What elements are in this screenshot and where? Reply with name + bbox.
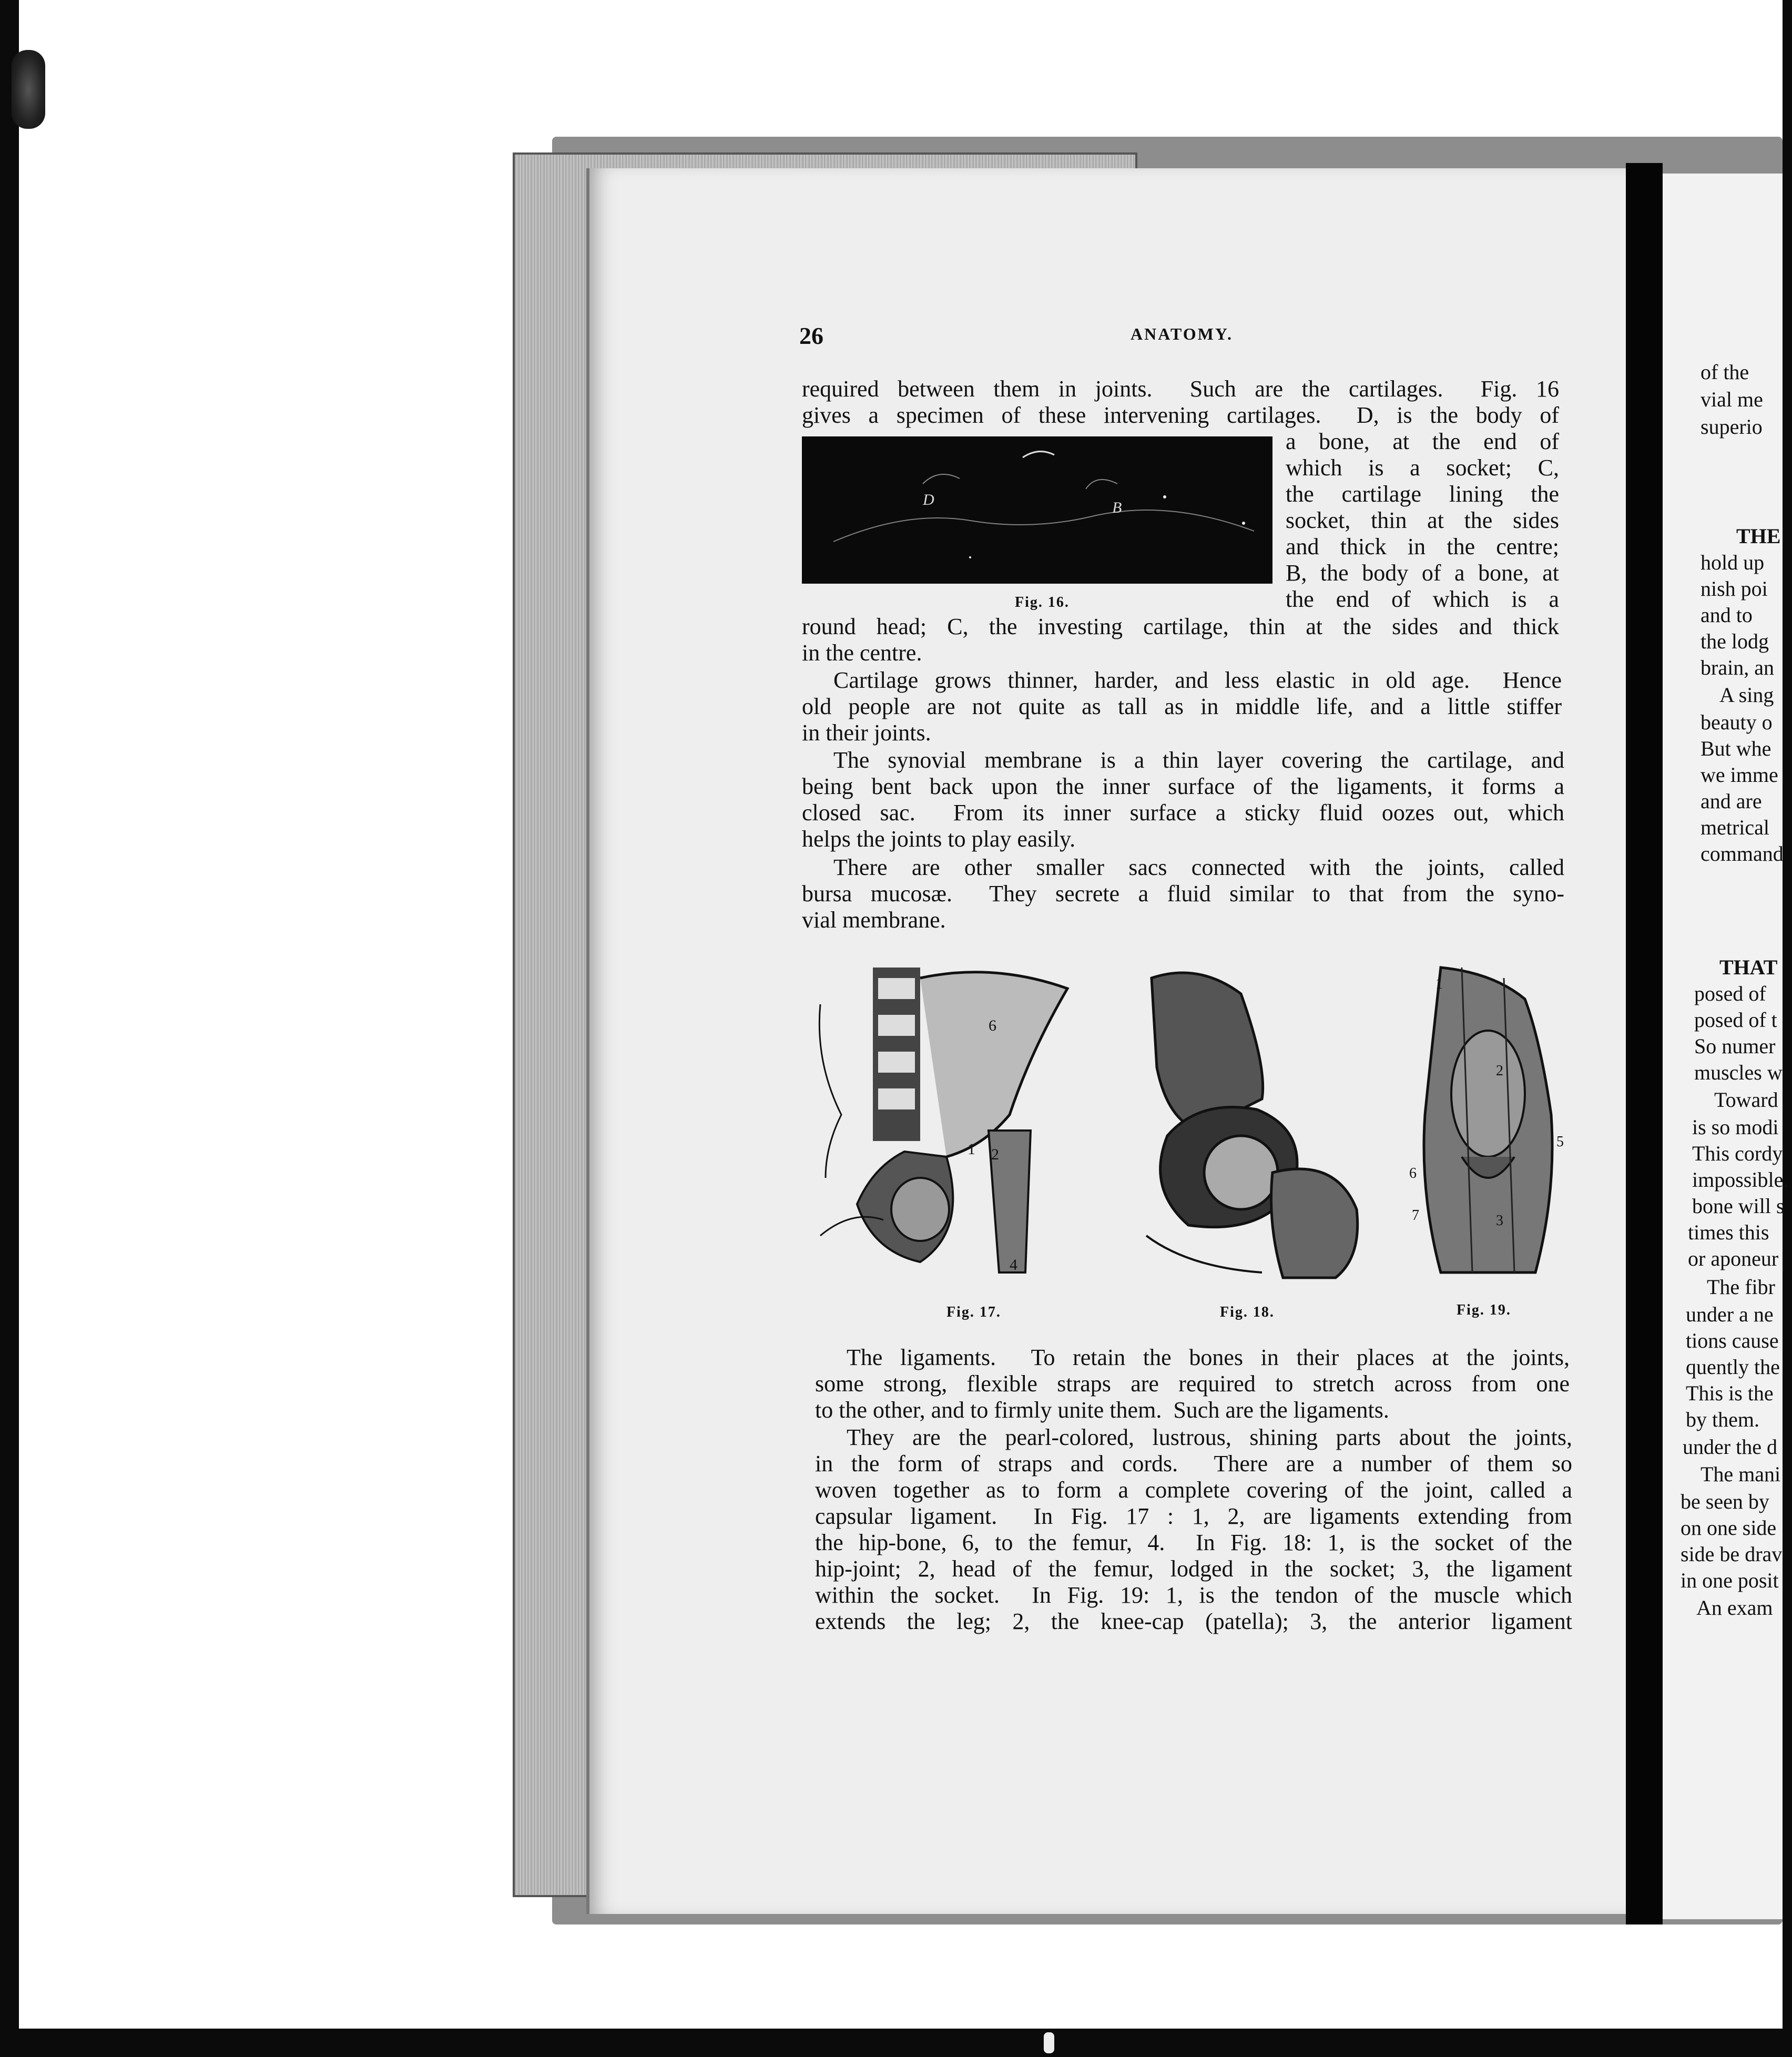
right-page-line: or aponeur [1688, 1247, 1779, 1270]
right-page-line: on one side [1681, 1516, 1777, 1540]
text-line: socket, thin at the sides [1286, 507, 1559, 533]
figure-18-image [1136, 962, 1378, 1283]
right-page-line: we imme [1701, 763, 1778, 787]
right-page-line: nish poi [1701, 577, 1768, 600]
fig17-label-2: 2 [991, 1146, 999, 1163]
film-scratch [12, 50, 45, 129]
right-page-line: and to [1701, 603, 1753, 627]
text-line: The ligaments. To retain the bones in their places at the joints, [847, 1345, 1570, 1370]
right-page-line: of the [1701, 360, 1749, 384]
film-border-right [1783, 0, 1792, 2057]
fig19-label-6: 6 [1409, 1165, 1417, 1182]
running-title: ANATOMY. [1131, 324, 1233, 343]
right-page-line: superio [1701, 415, 1763, 439]
right-page-line: and are [1701, 789, 1762, 813]
figure-17-caption: Fig. 17. [946, 1304, 1001, 1320]
figure-16-drawing [802, 436, 1272, 584]
text-line: a bone, at the end of [1286, 429, 1559, 454]
text-line: capsular ligament. In Fig. 17 : 1, 2, are ligaments extending from [815, 1503, 1572, 1529]
figure-18-drawing [1136, 962, 1378, 1283]
text-line: gives a specimen of these intervening cartilages. D, is the body of [802, 402, 1559, 428]
text-line: They are the pearl-colored, lustrous, shining parts about the joints, [847, 1424, 1572, 1450]
right-page-line: in one posit [1681, 1569, 1779, 1592]
text-line: old people are not quite as tall as in middle life, and a little stiffer [802, 694, 1562, 719]
film-border-bottom [0, 2029, 1792, 2057]
fig17-label-4: 4 [1010, 1256, 1017, 1274]
fig16-label-b: B [1112, 499, 1122, 516]
text-line: and thick in the centre; [1286, 534, 1559, 559]
right-page-line: the lodg [1701, 629, 1769, 653]
text-line: woven together as to form a complete covering of the joint, called a [815, 1477, 1572, 1503]
right-page-line: THAT [1719, 955, 1778, 979]
text-line: vial membrane. [802, 907, 946, 933]
fig19-label-5: 5 [1556, 1134, 1564, 1150]
fig19-label-1: 1 [1435, 976, 1443, 992]
right-page-line: bone will s [1692, 1194, 1785, 1218]
text-line: some strong, flexible straps are required to stretch across from one [815, 1371, 1570, 1397]
right-page-line: tions cause [1686, 1329, 1779, 1352]
text-line: within the socket. In Fig. 19: 1, is the tendon of the muscle which [815, 1582, 1572, 1608]
right-page-line: vial me [1701, 388, 1763, 411]
right-page-line: posed of t [1694, 1008, 1777, 1032]
right-page-line: beauty o [1701, 710, 1773, 734]
right-page-line: THE [1736, 524, 1781, 548]
right-page-line: But whe [1701, 737, 1771, 760]
text-line: the end of which is a [1286, 586, 1559, 612]
right-page-line: The mani [1701, 1462, 1781, 1486]
right-page-line: hold up [1701, 551, 1765, 574]
text-line: required between them in joints. Such are the cartilages. Fig. 16 [802, 376, 1559, 402]
text-line: The synovial membrane is a thin layer covering the cartilage, and [833, 747, 1564, 773]
right-page-line: This cordy [1692, 1142, 1783, 1165]
fig19-label-3: 3 [1496, 1213, 1503, 1229]
book-gutter [1626, 163, 1663, 1924]
right-page-line: An exam [1696, 1596, 1773, 1620]
figure-18-caption: Fig. 18. [1220, 1304, 1275, 1320]
fig19-label-7: 7 [1412, 1207, 1419, 1224]
right-page-line: Toward [1714, 1088, 1778, 1112]
right-page-line: muscles w [1694, 1061, 1783, 1084]
figure-19-image [1399, 957, 1572, 1283]
figure-16-image [802, 436, 1272, 584]
figure-17-drawing [810, 957, 1104, 1283]
text-line: There are other smaller sacs connected with the joints, called [833, 854, 1564, 880]
right-page-line: under the d [1683, 1435, 1777, 1459]
right-page-line: is so modi [1692, 1115, 1779, 1139]
text-line: bursa mucosæ. They secrete a fluid similar to that from the syno- [802, 881, 1564, 907]
page-number: 26 [799, 322, 823, 349]
right-page-line: quently the [1686, 1355, 1780, 1379]
right-page-line: under a ne [1686, 1302, 1774, 1326]
text-line: closed sac. From its inner surface a sticky fluid oozes out, which [802, 800, 1564, 826]
right-page-line: The fibr [1707, 1275, 1775, 1299]
right-page-line: metrical [1701, 816, 1770, 839]
right-page-line: A sing [1719, 683, 1774, 707]
right-page-line: times this [1688, 1220, 1769, 1244]
right-page-line: be seen by [1681, 1490, 1769, 1513]
figure-19-caption: Fig. 19. [1457, 1302, 1511, 1318]
figure-16-caption: Fig. 16. [1015, 594, 1070, 610]
fig17-label-6: 6 [989, 1017, 996, 1034]
text-line: to the other, and to firmly unite them. Such are the ligaments. [815, 1397, 1389, 1423]
text-line: B, the body of a bone, at [1286, 560, 1559, 586]
text-line: hip-joint; 2, head of the femur, lodged in the socket; 3, the ligament [815, 1556, 1572, 1582]
text-line: helps the joints to play easily. [802, 826, 1076, 852]
figure-19-drawing [1399, 957, 1572, 1283]
text-line: the cartilage lining the [1286, 481, 1559, 507]
right-page-line: posed of [1694, 982, 1766, 1005]
right-page-line: impossible, [1692, 1168, 1789, 1192]
fig17-label-1: 1 [968, 1140, 975, 1158]
text-line: in the centre. [802, 640, 922, 666]
text-line: round head; C, the investing cartilage, thin at the sides and thick [802, 614, 1559, 639]
right-page-line: This is the [1686, 1381, 1774, 1405]
fig16-label-d: D [923, 491, 934, 508]
text-line: being bent back upon the inner surface of the ligaments, it forms a [802, 773, 1564, 799]
text-line: Cartilage grows thinner, harder, and less elastic in old age. Hence [833, 667, 1562, 693]
film-mark [1044, 2032, 1054, 2053]
text-line: which is a socket; C, [1286, 455, 1559, 481]
figure-17-image [810, 957, 1104, 1283]
text-line: in the form of straps and cords. There are a number of them so [815, 1451, 1572, 1476]
text-line: in their joints. [802, 720, 931, 746]
text-line: the hip-bone, 6, to the femur, 4. In Fig. 18: 1, is the socket of the [815, 1530, 1572, 1555]
text-line: extends the leg; 2, the knee-cap (patella); 3, the anterior ligament [815, 1608, 1572, 1634]
fig19-label-2: 2 [1496, 1063, 1503, 1079]
right-page-line: command [1701, 842, 1784, 865]
film-border-left [0, 0, 19, 2057]
right-page-line: by them. [1686, 1408, 1759, 1431]
right-page-line: brain, an [1701, 656, 1774, 679]
right-page-line: side be drav [1681, 1542, 1783, 1566]
right-page-line: So numer [1694, 1034, 1776, 1058]
